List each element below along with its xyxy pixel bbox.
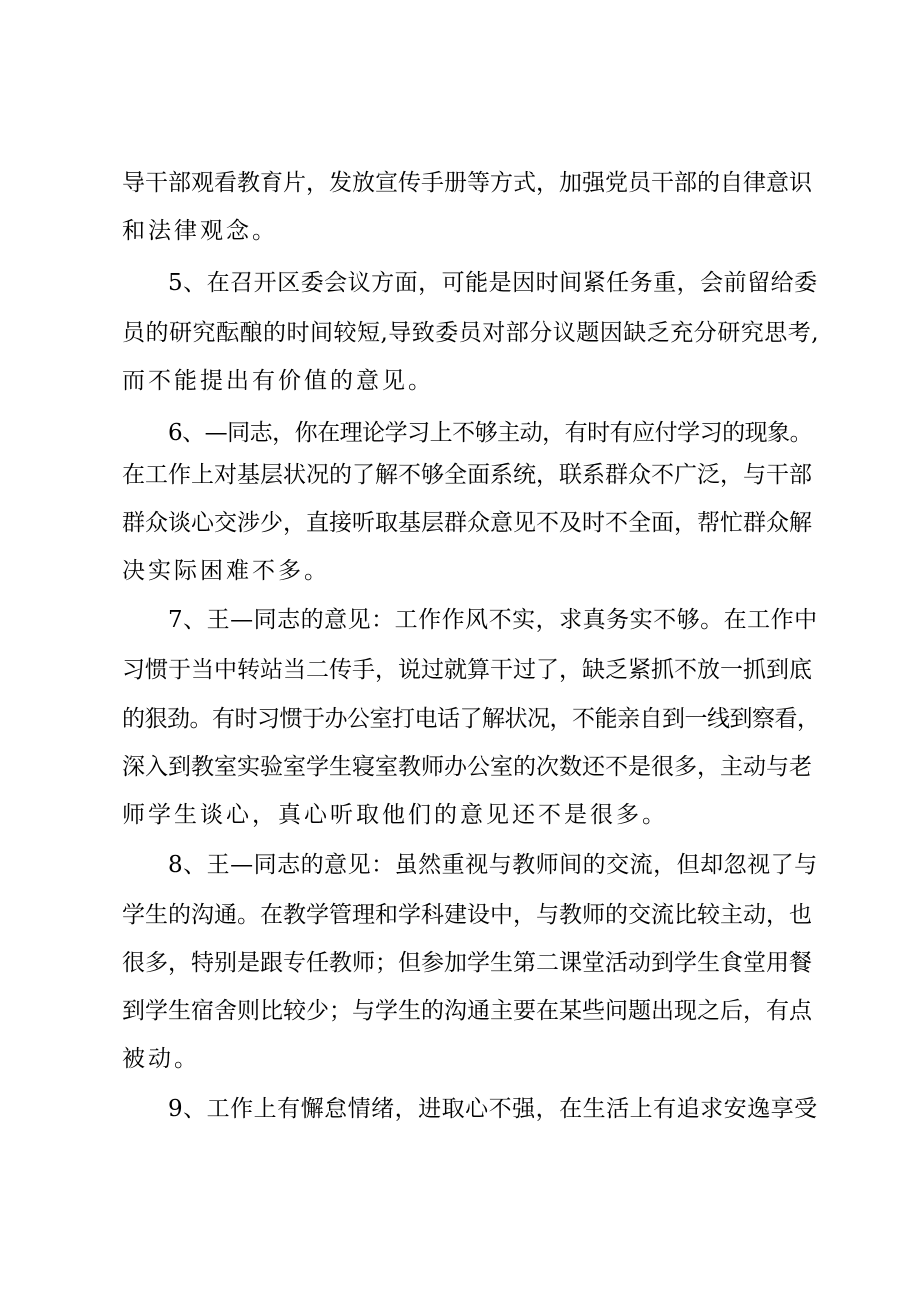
paragraph-6-start: 6、—同志，你在理论学习上不够主动，有时有应付学习的现象。 xyxy=(168,420,813,446)
text-line: 到学生宿舍则比较少；与学生的沟通主要在某些问题出现之后，有点 xyxy=(122,998,812,1024)
paragraph-9-start: 9、工作上有懈怠情绪，进取心不强，在生活上有追求安逸享受 xyxy=(168,1096,818,1122)
text-line: 群众谈心交涉少，直接听取基层群众意见不及时不全面，帮忙群众解 xyxy=(122,510,812,536)
text-line: 在工作上对基层状况的了解不够全面系统，联系群众不广泛，与干部 xyxy=(122,462,812,488)
text-line: 和法律观念。 xyxy=(122,218,278,244)
text-line: 学生的沟通。在教学管理和学科建设中，与教师的交流比较主动，也 xyxy=(122,902,812,928)
text-line: 深入到教室实验室学生寝室教师办公室的次数还不是很多，主动与老 xyxy=(122,754,812,780)
text-line: 员的研究酝酿的时间较短,导致委员对部分议题因缺乏充分研究思考, xyxy=(122,320,820,346)
text-line: 师学生谈心，真心听取他们的意见还不是很多。 xyxy=(122,802,668,828)
text-line: 很多，特别是跟专任教师；但参加学生第二课堂活动到学生食堂用餐 xyxy=(122,950,812,976)
text-line: 习惯于当中转站当二传手，说过就算干过了，缺乏紧抓不放一抓到底 xyxy=(122,657,812,683)
paragraph-8-start: 8、王—同志的意见：虽然重视与教师间的交流，但却忽视了与 xyxy=(168,852,818,878)
text-line: 而不能提出有价值的意见。 xyxy=(122,368,434,394)
text-line: 被动。 xyxy=(122,1046,200,1072)
paragraph-7-start: 7、王—同志的意见：工作作风不实，求真务实不够。在工作中 xyxy=(168,607,818,633)
text-line: 导干部观看教育片，发放宣传手册等方式，加强党员干部的自律意识 xyxy=(122,170,812,196)
paragraph-5-start: 5、在召开区委会议方面，可能是因时间紧任务重，会前留给委 xyxy=(168,270,818,296)
text-line: 的狠劲。有时习惯于办公室打电话了解状况，不能亲自到一线到察看， xyxy=(122,706,820,732)
text-line: 决实际困难不多。 xyxy=(122,558,330,584)
